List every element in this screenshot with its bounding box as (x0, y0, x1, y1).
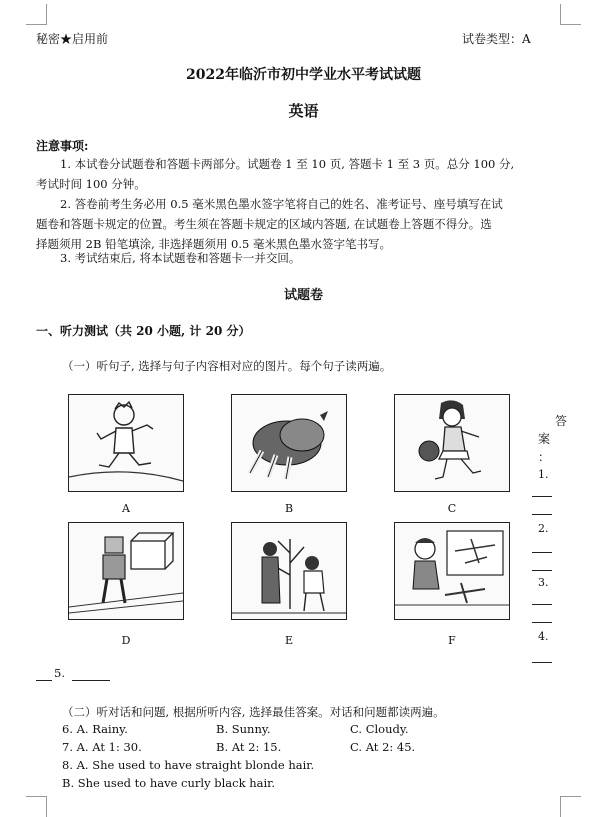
q6-option-a: 6. A. Rainy. (62, 722, 128, 736)
crop-mark-bottom-left (26, 796, 47, 817)
picture-d-robot-box (68, 522, 184, 620)
q7-option-c: C. At 2: 45. (350, 740, 416, 754)
q5-blank-line-left[interactable] (36, 680, 52, 681)
q8-option-b: B. She used to have curly black hair. (62, 776, 276, 790)
crop-mark-top-left (26, 4, 47, 25)
picture-c-girl-volleyball (394, 394, 510, 492)
answer-num-2: 2. (538, 522, 549, 535)
crop-mark-bottom-right (560, 796, 581, 817)
exam-title: 2022年临沂市初中学业水平考试试题 (186, 67, 421, 83)
picture-f-boy-model-planes (394, 522, 510, 620)
notice-item-1-line: 1. 本试卷分试题卷和答题卡两部分。试题卷 1 至 10 页, 答题卡 1 至 3 页。总分 100 分, (60, 157, 515, 171)
notice-item-1 (36, 154, 556, 194)
picture-c-label: C (447, 502, 457, 515)
answer-blank-1[interactable] (532, 496, 552, 497)
part1-sub1: （一）听句子, 选择与句子内容相对应的图片。每个句子读两遍。 (62, 359, 392, 373)
answer-blank-1b (532, 514, 552, 515)
q8-option-a: 8. A. She used to have straight blonde hair. (62, 758, 315, 772)
answer-num-4: 4. (538, 630, 549, 643)
picture-b-vegetables (231, 394, 347, 492)
picture-a-label: A (122, 502, 130, 515)
answer-blank-4[interactable] (532, 662, 552, 663)
answer-blank-2[interactable] (532, 552, 552, 553)
picture-b-label: B (284, 502, 294, 515)
answer-label-char-1: 答 (555, 414, 568, 428)
q5-blank-line-right[interactable] (72, 680, 110, 681)
answer-blank-2b (532, 570, 552, 571)
picture-f-label: F (448, 634, 456, 647)
picture-d-label: D (121, 634, 131, 647)
answer-label-char-2: 案 (538, 432, 551, 446)
q7-option-a: 7. A. At 1: 30. (62, 740, 142, 754)
notice-item-3 (36, 248, 556, 268)
answer-blank-3[interactable] (532, 604, 552, 605)
q5-label: 5. (54, 666, 65, 680)
section-title: 试题卷 (283, 288, 323, 303)
answer-blank-3b (532, 622, 552, 623)
secret-label: 秘密★启用前 (36, 32, 109, 46)
answer-label-char-3: ： (538, 450, 551, 464)
notice-heading: 注意事项: (36, 139, 89, 153)
picture-e-planting-tree (231, 522, 347, 620)
notice-item-2-cont: 题卷和答题卡规定的位置。考生须在答题卡规定的区域内答题, 在试题卷上答题不得分。选 (36, 217, 492, 231)
picture-e-label: E (284, 634, 294, 647)
crop-mark-top-right (560, 4, 581, 25)
paper-type-label: 试卷类型：A (462, 32, 531, 46)
notice-item-1-cont: 考试时间 100 分钟。 (36, 177, 146, 191)
picture-a-running-boy (68, 394, 184, 492)
q7-option-b: B. At 2: 15. (216, 740, 282, 754)
q6-option-b: B. Sunny. (216, 722, 271, 736)
answer-num-1: 1. (538, 468, 549, 481)
q6-option-c: C. Cloudy. (350, 722, 409, 736)
notice-item-2-cont2: 择题须用 2B 铅笔填涂, 非选择题须用 0.5 毫米黑色墨水签字笔书写。 (36, 237, 391, 251)
subject-title: 英语 (288, 102, 319, 120)
notice-item-3-line: 3. 考试结束后, 将本试题卷和答题卡一并交回。 (60, 251, 301, 265)
answer-num-3: 3. (538, 576, 549, 589)
part1-title: 一、听力测试（共 20 小题, 计 20 分） (36, 324, 251, 338)
notice-item-2 (36, 194, 556, 254)
part1-sub2: （二）听对话和问题, 根据所听内容, 选择最佳答案。对话和问题都读两遍。 (62, 705, 445, 719)
notice-item-2-line: 2. 答卷前考生务必用 0.5 毫米黑色墨水签字笔将自己的姓名、准考证号、座号填写在试 (60, 197, 503, 211)
